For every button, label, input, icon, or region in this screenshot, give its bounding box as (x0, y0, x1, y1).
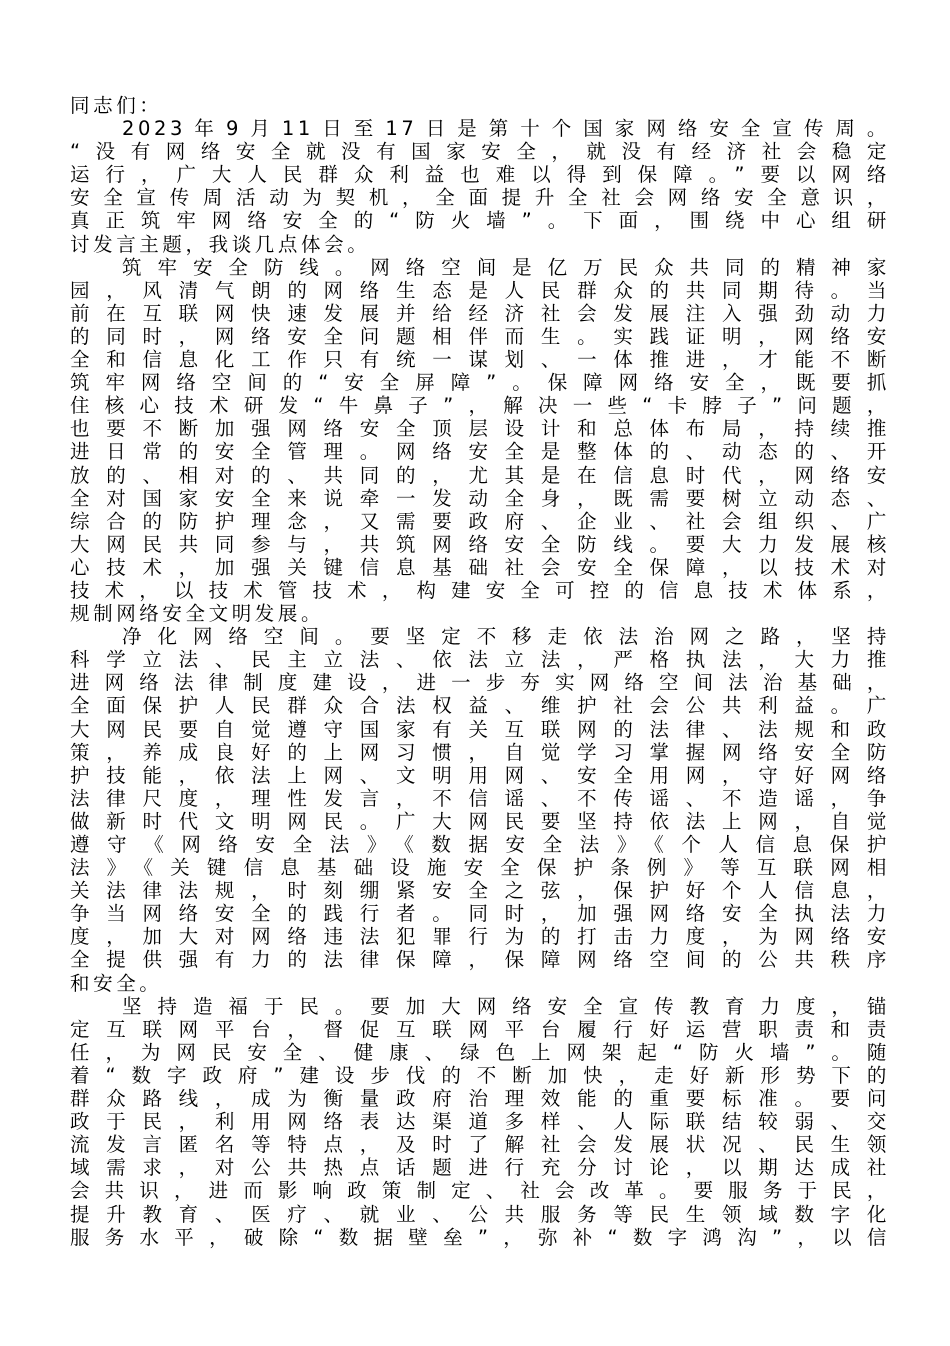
text-line: 进日常的安全管理。网络安全是整体的、动态的、开 (70, 440, 890, 464)
document-page (70, 94, 890, 1249)
text-line: 遵守《网络安全法》《数据安全法》《个人信息保护 (70, 833, 890, 856)
text-line: 全面保护人民群众合法权益、维护社会公共利益。广 (70, 694, 890, 718)
text-line: 关法律法规，时刻绷紧安全之弦，保护好个人信息， (70, 879, 890, 903)
text-line: 全对国家安全来说牵一发动全身，既需要树立动态、 (70, 486, 890, 510)
text-line: 真正筑牢网络安全的“防火墙”。下面，围绕中心组研 (70, 209, 890, 233)
text-line: 任，为网民安全、健康、绿色上网架起“防火墙”。随 (70, 1040, 890, 1064)
text-line: 安全宣传周活动为契机，全面提升全社会网络安全意识， (70, 186, 890, 210)
text-line: 全提供强有力的法律保障，保障网络空间的公共秩序 (70, 948, 890, 972)
text-line: 进网络法律制度建设，进一步夯实网络空间法治基础， (70, 671, 890, 695)
greeting-line: 同志们： (70, 94, 163, 117)
text-line: 群众路线，成为衡量政府治理效能的重要标准。要问 (70, 1087, 890, 1111)
text-line: 前在互联网快速发展并给经济社会发展注入强劲动力 (70, 301, 890, 325)
text-line: 住核心技术研发“牛鼻子”，解决一些“卡脖子”问题， (70, 394, 890, 418)
text-line: 策，养成良好的上网习惯，自觉学习掌握网络安全防 (70, 740, 890, 764)
text-line: “没有网络安全就没有国家安全，就没有经济社会稳定 (70, 140, 890, 164)
text-line: 也要不断加强网络安全顶层设计和总体布局，持续推 (70, 417, 890, 441)
text-line: 域需求，对公共热点话题进行充分讨论，以期达成社 (70, 1156, 890, 1180)
paragraph-intro (70, 117, 890, 256)
text-line: 定互联网平台，督促互联网平台履行好运营职责和责 (70, 1017, 890, 1041)
text-line: 政于民，利用网络表达渠道多样、人际联结较弱、交 (70, 1110, 890, 1134)
text-line: 大网民共同参与，共筑网络安全防线。要大力发展核 (70, 532, 890, 556)
text-line: 护技能，依法上网、文明用网、安全用网，守好网络 (70, 763, 890, 787)
text-line: 大网民要自觉遵守国家有关互联网的法律、法规和政 (70, 717, 890, 741)
text-line: 全和信息化工作只有统一谋划、一体推进，才能不断 (70, 348, 890, 372)
text-line: 讨发言主题，我谈几点体会。 (70, 232, 371, 256)
text-line: 服务水平，破除“数据壁垒”，弥补“数字鸿沟”，以信 (70, 1225, 890, 1249)
text-line: 规制网络安全文明发展。 (70, 602, 325, 626)
text-line: 园，风清气朗的网络生态是人民群众的共同期待。当 (70, 278, 890, 302)
text-line: 做新时代文明网民。广大网民要坚持依法上网，自觉 (70, 809, 890, 833)
text-line: 流发言匿名等特点，及时了解社会发展状况、民生领 (70, 1133, 890, 1157)
text-line: 筑牢安全防线。网络空间是亿万民众共同的精神家 (122, 255, 890, 279)
text-line: 争当网络安全的践行者。同时，加强网络安全执法力 (70, 902, 890, 926)
text-line: 的同时，网络安全问题相伴而生。实践证明，网络安 (70, 324, 890, 348)
paragraph-purify-cyberspace (70, 625, 890, 995)
text-line: 坚持造福于民。要加大网络安全宣传教育力度，锚 (122, 994, 890, 1018)
document-body (70, 117, 890, 1249)
text-line: 筑牢网络空间的“安全屏障”。保障网络安全，既要抓 (70, 371, 890, 395)
paragraph-defense-line (70, 256, 890, 626)
text-line: 着“数字政府”建设步伐的不断加快，走好新形势下的 (70, 1063, 890, 1087)
text-line: 提升教育、医疗、就业、公共服务等民生领域数字化 (70, 1202, 890, 1226)
text-line: 运行，广大人民群众利益也难以得到保障。”要以网络 (70, 163, 890, 187)
text-line: 会共识，进而影响政策制定、社会改革。要服务于民， (70, 1179, 890, 1203)
text-line: 和安全。 (70, 971, 163, 995)
text-line: 技术，以技术管技术，构建安全可控的信息技术体系， (70, 578, 890, 602)
text-line: 放的、相对的、共同的，尤其是在信息时代，网络安 (70, 463, 890, 487)
text-line: 心技术，加强关键信息基础社会安全保障，以技术对 (70, 555, 890, 579)
paragraph-benefit-people (70, 995, 890, 1249)
text-line: 净化网络空间。要坚定不移走依法治网之路，坚持 (122, 625, 890, 649)
text-line: 法》《关键信息基础设施安全保护条例》等互联网相 (70, 856, 890, 880)
text-line: 2023年9月11日至17日是第十个国家网络安全宣传周。 (122, 117, 890, 141)
text-line: 综合的防护理念，又需要政府、企业、社会组织、广 (70, 509, 890, 533)
text-line: 法律尺度，理性发言，不信谣、不传谣、不造谣，争 (70, 786, 890, 810)
text-line: 科学立法、民主立法、依法立法，严格执法，大力推 (70, 648, 890, 672)
text-line: 度，加大对网络违法犯罪行为的打击力度，为网络安 (70, 925, 890, 949)
